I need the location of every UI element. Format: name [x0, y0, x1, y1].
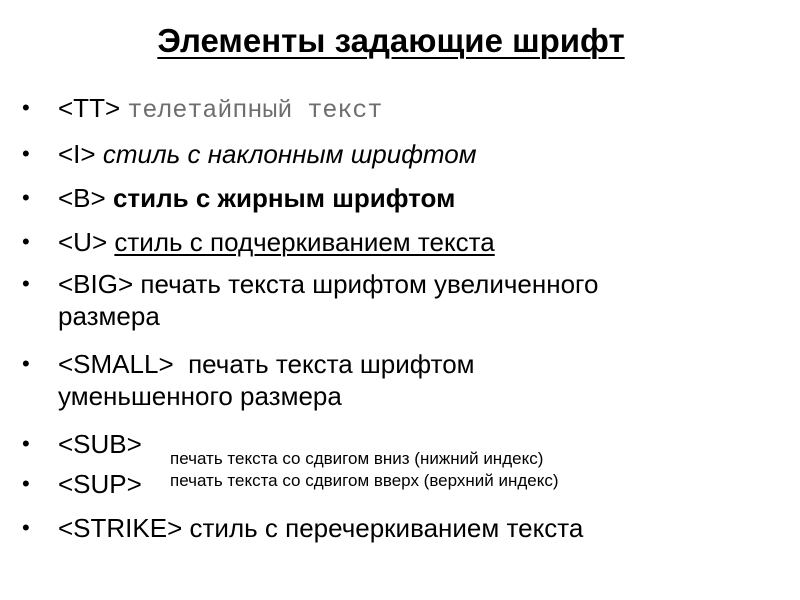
tag-description: телетайпный текст	[127, 96, 383, 125]
list-item-text	[58, 468, 142, 500]
bullet-icon: •	[22, 271, 30, 296]
sub-description: печать текста со сдвигом вниз (нижний индекс)	[170, 449, 544, 468]
tag-label: <SUP>	[58, 469, 142, 499]
tag-label: <B>	[58, 183, 106, 213]
bullet-icon: •	[22, 95, 30, 120]
list-item-line-1	[58, 348, 475, 380]
bullet-icon: •	[22, 229, 30, 254]
bullet-icon: •	[22, 431, 30, 456]
list-item-text	[58, 268, 598, 332]
tag-description: стиль с наклонным шрифтом	[102, 139, 477, 169]
list-item-text	[58, 138, 477, 170]
list-item-line-1	[58, 268, 598, 300]
sup-description: печать текста со сдвигом вверх (верхний индекс)	[170, 471, 559, 490]
tag-description: печать текста шрифтом	[188, 349, 475, 379]
tag-description: печать текста шрифтом увеличенного	[140, 269, 599, 299]
tag-label: <SUB>	[58, 429, 142, 459]
list-item-text	[58, 348, 475, 412]
bullet-icon: •	[22, 141, 30, 166]
tag-label: <STRIKE>	[58, 513, 183, 543]
tag-label: <U>	[58, 227, 108, 257]
tag-description: стиль с перечеркиванием текста	[189, 513, 584, 543]
slide-title: Элементы задающие шрифт	[157, 22, 625, 59]
list-item-text	[58, 92, 382, 127]
list-item-text	[58, 512, 583, 544]
tag-label: <I>	[58, 139, 96, 169]
bullet-icon: •	[22, 471, 30, 496]
tag-label: <TT>	[58, 93, 121, 123]
bullet-icon: •	[22, 515, 30, 540]
tag-label: <SMALL>	[58, 349, 174, 379]
tag-label: <BIG>	[58, 269, 134, 299]
bullet-icon: •	[22, 185, 30, 210]
list-item-text	[58, 226, 495, 258]
tag-description: стиль с подчеркиванием текста	[114, 227, 495, 257]
list-item-line-2: размера	[58, 301, 160, 331]
bullet-icon: •	[22, 351, 30, 376]
tag-description: стиль с жирным шрифтом	[112, 183, 456, 213]
list-item-text	[58, 428, 142, 460]
list-item-text	[58, 182, 455, 214]
list-item-line-2: уменьшенного размера	[58, 381, 342, 411]
